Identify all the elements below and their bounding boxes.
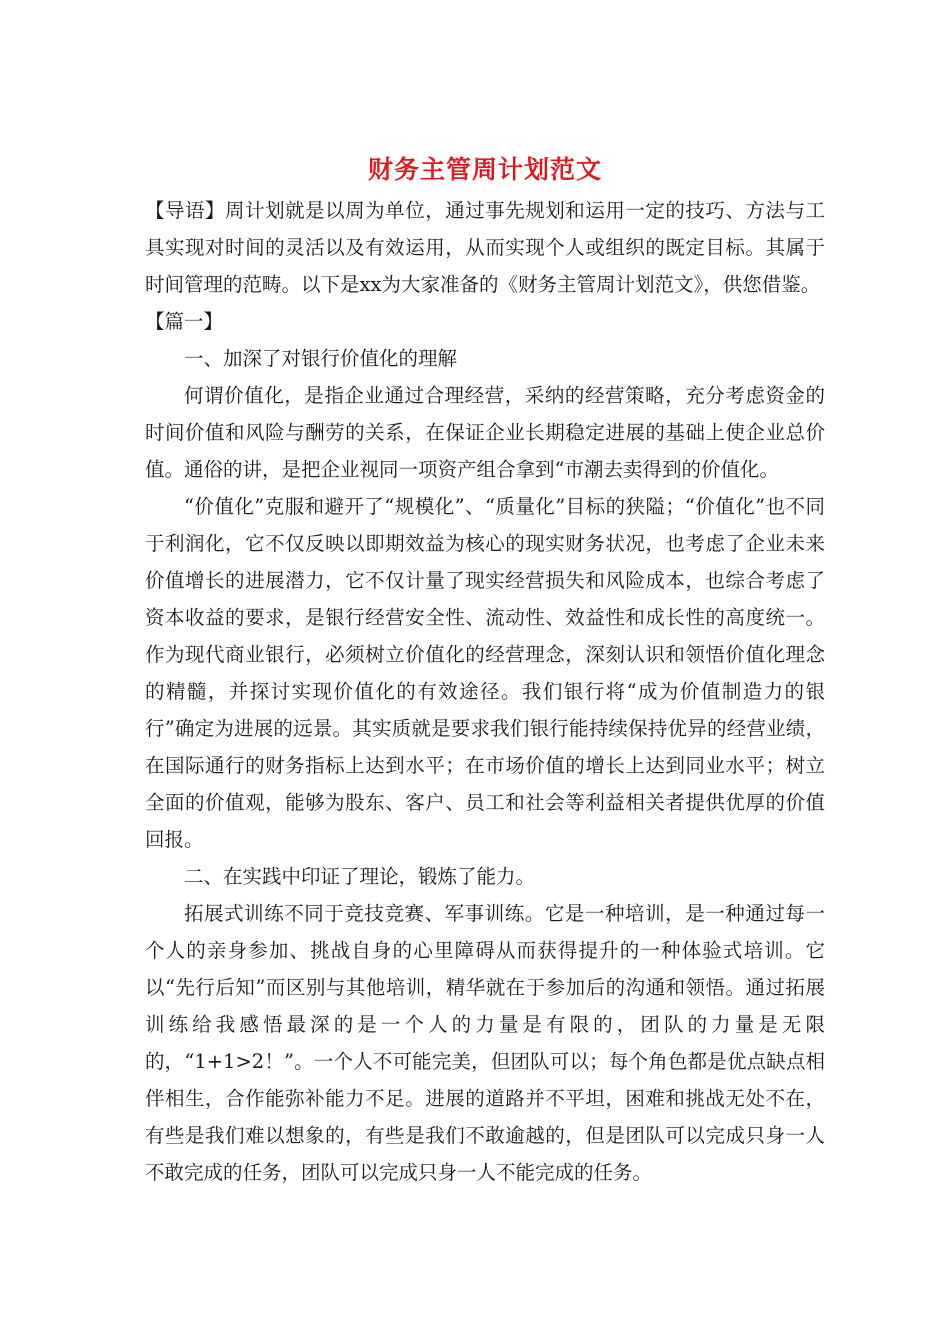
section-heading-part-one: 【篇一】 <box>145 310 224 333</box>
subheading-2: 二、在实践中印证了理论，锻炼了能力。 <box>184 865 536 888</box>
subheading-1: 一、加深了对银行价值化的理解 <box>184 347 458 370</box>
document-title: 财务主管周计划范文 <box>367 155 602 184</box>
body-paragraph-3: 拓展式训练不同于竞技竞赛、军事训练。它是一种培训，是一种通过每一个人的亲身参加、挑战自身的心里障碍从而获得提升的一种体验式培训。它以“先行后知”而区别与其他培训，精华就在于参加后的沟通和领悟。通过拓展训练给我感悟最深的是一个人的力量是有限的，团队的力量是无限的，“1+1>2！”。一个人不可能完美，但团队可以；每个角色都是优点缺点相伴相生，合作能弥补能力不足。进展的道路并不平坦，困难和挑战无处不在，有些是我们难以想象的，有些是我们不敢逾越的，但是团队可以完成只身一人不敢完成的任务，团队可以完成只身一人不能完成的任务。 <box>145 902 825 1184</box>
intro-paragraph: 【导语】周计划就是以周为单位，通过事先规划和运用一定的技巧、方法与工具实现对时间的灵活以及有效运用，从而实现个人或组织的既定目标。其属于时间管理的范畴。以下是xx为大家准备的《财务主管周计划范文》，供您借鉴。 <box>145 199 825 296</box>
document-page <box>145 150 825 1191</box>
body-paragraph-2: “价值化”克服和避开了“规模化”、“质量化”目标的狭隘；“价值化”也不同于利润化，它不仅反映以即期效益为核心的现实财务状况，也考虑了企业未来价值增长的进展潜力，它不仅计量了现实经营损失和风险成本，也综合考虑了资本收益的要求，是银行经营安全性、流动性、效益性和成长性的高度统一。作为现代商业银行，必须树立价值化的经营理念，深刻认识和领悟价值化理念的精髓，并探讨实现价值化的有效途径。我们银行将“成为价值制造力的银行”确定为进展的远景。其实质就是要求我们银行能持续保持优异的经营业绩，在国际通行的财务指标上达到水平；在市场价值的增长上达到同业水平；树立全面的价值观，能够为股东、客户、员工和社会等利益相关者提供优厚的价值回报。 <box>145 495 825 851</box>
body-paragraph-1: 何谓价值化，是指企业通过合理经营，采纳的经营策略，充分考虑资金的时间价值和风险与酬劳的关系，在保证企业长期稳定进展的基础上使企业总价值。通俗的讲，是把企业视同一项资产组合拿到“市潮去卖得到的价值化。 <box>145 384 825 481</box>
